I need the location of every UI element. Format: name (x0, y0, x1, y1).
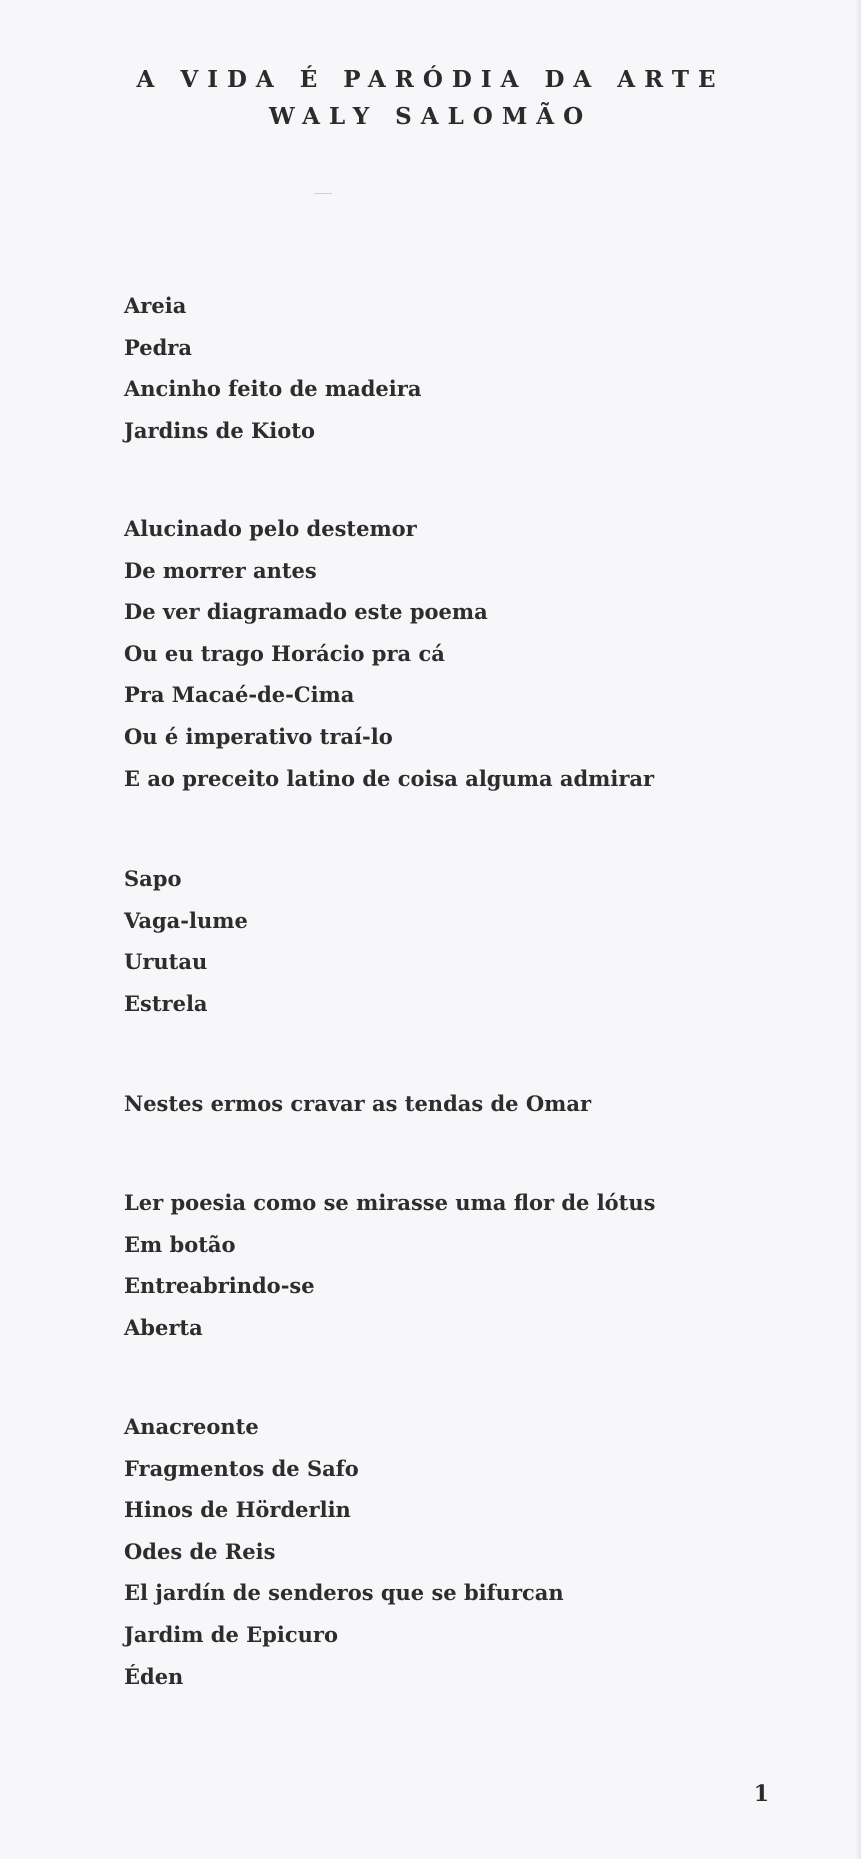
poem-line: Areia (124, 293, 187, 318)
poem-line: Vaga-lume (124, 907, 248, 933)
page-edge (855, 0, 861, 1859)
poem-line: Éden (124, 1663, 184, 1689)
poem-author: WALY SALOMÃO (268, 103, 593, 130)
poem-line: Ou eu trago Horácio pra cá (124, 640, 445, 666)
stanza-3 (124, 858, 248, 1024)
poem-line: Ou é imperativo traí-lo (124, 723, 393, 749)
stanza-6 (124, 1406, 564, 1697)
poem-line: Entreabrindo-se (124, 1273, 315, 1299)
stanza-4 (124, 1083, 591, 1125)
poem-line: Urutau (124, 949, 208, 975)
poem-line: Nestes ermos cravar as tendas de Omar (124, 1091, 592, 1116)
poem-title: A VIDA É PARÓDIA DA ARTE (136, 66, 725, 93)
poem-line: Pra Macaé-de-Cima (124, 682, 355, 708)
poem-line: Ancinho feito de madeira (124, 376, 422, 402)
poem-line: Estrela (124, 990, 208, 1016)
poem-line: Pedra (124, 334, 192, 360)
poem-line: E ao preceito latino de coisa alguma admirar (124, 765, 655, 791)
title-divider (314, 193, 332, 194)
poem-line: Sapo (124, 866, 182, 891)
poem-line: Ler poesia como se mirasse uma flor de lótus (124, 1190, 656, 1215)
stanza-2 (124, 508, 654, 799)
poem-line: De ver diagramado este poema (124, 599, 488, 625)
poem-line: Jardim de Epicuro (124, 1621, 338, 1647)
poem-line: Odes de Reis (124, 1538, 276, 1564)
poem-line: Fragmentos de Safo (124, 1455, 359, 1481)
stanza-5 (124, 1182, 655, 1348)
poem-line: Hinos de Hörderlin (124, 1497, 351, 1523)
poem-line: Em botão (124, 1231, 236, 1257)
poem-line: El jardín de senderos que se bifurcan (124, 1580, 564, 1606)
poem-line: Aberta (124, 1314, 203, 1340)
poem-line: Jardins de Kioto (124, 417, 315, 443)
poem-line: Alucinado pelo destemor (124, 516, 417, 541)
poem-line: Anacreonte (124, 1414, 259, 1439)
stanza-1 (124, 285, 421, 451)
page-number: 1 (753, 1781, 769, 1807)
poem-line: De morrer antes (124, 557, 317, 583)
